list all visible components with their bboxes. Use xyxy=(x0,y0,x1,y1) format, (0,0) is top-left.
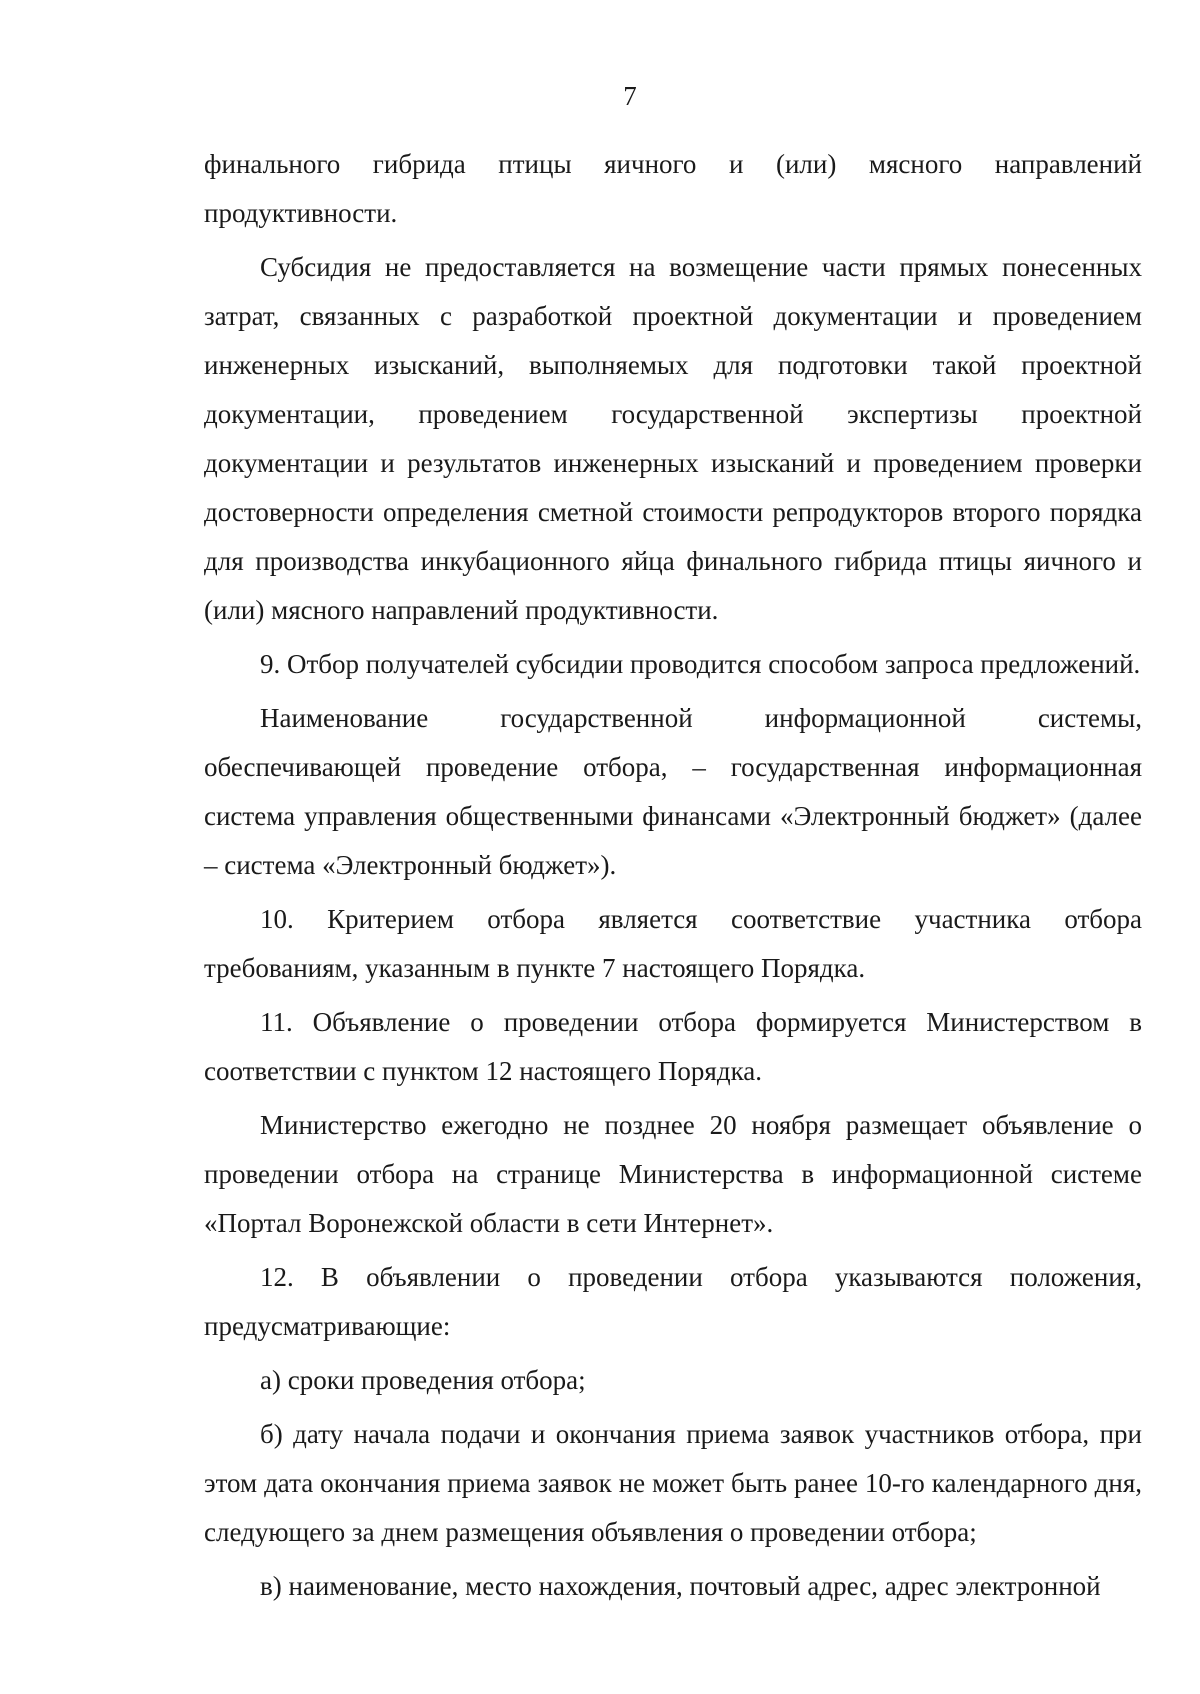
paragraph: в) наименование, место нахождения, почтовый адрес, адрес электронной xyxy=(260,1571,1101,1601)
paragraph: Субсидия не предоставляется на возмещение части прямых понесенных затрат, связанных с разработкой проектной документации и проведением инженерных изысканий, выполняемых для подготовки такой проектной документации, проведением государственной экспертизы проектной документации и результатов инженерных изысканий и проведением проверки достоверности определения сметной стоимости репродукторов второго порядка для производства инкубационного яйца финального гибрида птицы яичного и (или) мясного направлений продуктивности. xyxy=(204,252,1142,625)
document-body xyxy=(204,140,1142,1616)
paragraph: а) сроки проведения отбора; xyxy=(260,1365,586,1395)
paragraph: б) дату начала подачи и окончания приема заявок участников отбора, при этом дата окончания приема заявок не может быть ранее 10-го календарного дня, следующего за днем размещения объявления о проведении отбора; xyxy=(204,1419,1142,1547)
paragraph: 11. Объявление о проведении отбора формируется Министерством в соответствии с пунктом 12 настоящего Порядка. xyxy=(204,1007,1142,1086)
paragraph: финального гибрида птицы яичного и (или) мясного направлений продуктивности. xyxy=(204,149,1142,228)
paragraph: 9. Отбор получателей субсидии проводится способом запроса предложений. xyxy=(260,649,1141,679)
page-number: 7 xyxy=(623,81,637,111)
paragraph: 10. Критерием отбора является соответствие участника отбора требованиям, указанным в пункте 7 настоящего Порядка. xyxy=(204,904,1142,983)
paragraph: 12. В объявлении о проведении отбора указываются положения, предусматривающие: xyxy=(204,1262,1142,1341)
paragraph: Наименование государственной информационной системы, обеспечивающей проведение отбора, – государственная информационная система управления общественными финансами «Электронный бюджет» (далее – система «Электронный бюджет»). xyxy=(204,703,1142,880)
paragraph: Министерство ежегодно не позднее 20 ноября размещает объявление о проведении отбора на странице Министерства в информационной системе «Портал Воронежской области в сети Интернет». xyxy=(204,1110,1142,1238)
